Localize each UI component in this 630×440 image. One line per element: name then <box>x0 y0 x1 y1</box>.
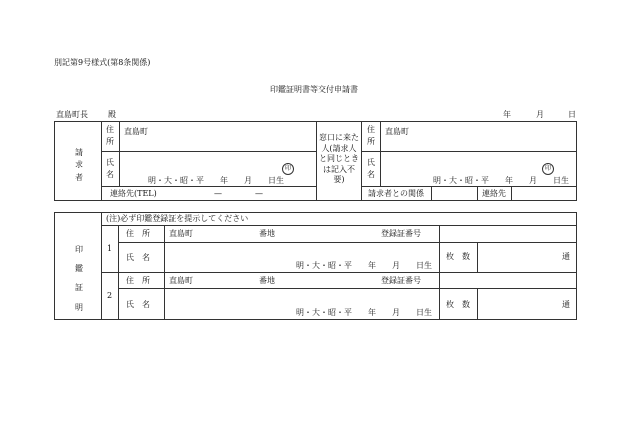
entry-banchi[interactable]: 番地 <box>259 276 275 285</box>
entry-name-field[interactable] <box>166 244 437 258</box>
date-month-label[interactable]: 月 <box>536 110 544 119</box>
visitor-address-label: 住所 <box>367 125 375 147</box>
table1-bottom-border <box>54 200 576 201</box>
requester-section-label: 請求者 <box>75 148 83 182</box>
date-day-label[interactable]: 日 <box>568 110 576 119</box>
entry-reg-no-label: 登録証番号 <box>381 229 421 238</box>
entry-banchi[interactable]: 番地 <box>259 229 275 238</box>
addressee-mayor: 直島町長 <box>56 110 88 119</box>
entry-name-label: 氏 名 <box>126 300 150 309</box>
entry-reg-no-label: 登録証番号 <box>381 276 421 285</box>
certificate-section-label: 印鑑証明 <box>75 245 83 312</box>
contact-dash-1[interactable]: — <box>214 189 222 198</box>
visitor-contact-label: 連絡先 <box>482 189 506 198</box>
entry-unit: 通 <box>562 252 570 261</box>
requester-contact-label: 連絡先(TEL) <box>110 189 157 198</box>
entry-count-label: 枚 数 <box>446 252 470 261</box>
entry-town[interactable]: 直島町 <box>169 276 193 285</box>
table2-bottom-border <box>54 319 576 320</box>
requester-address-label: 住所 <box>106 125 114 147</box>
visitor-seal-mark: 印 <box>542 163 554 175</box>
form-title: 印鑑証明書等交付申請書 <box>270 85 358 94</box>
relation-field[interactable] <box>432 187 476 200</box>
visitor-note: 窓口に来た人(請求人と同じときは記入不要) <box>319 133 359 185</box>
entry-town[interactable]: 直島町 <box>169 229 193 238</box>
entry-name-label: 氏 名 <box>126 253 150 262</box>
addressee-dono: 殿 <box>108 110 116 119</box>
requester-address-field[interactable]: 直島町 <box>124 127 148 136</box>
requester-dob-line[interactable]: 明・大・昭・平 年 月 日生 <box>148 176 284 185</box>
entry-count-label: 枚 数 <box>446 300 470 309</box>
entry-address-label: 住 所 <box>126 276 150 285</box>
entry-name-field[interactable] <box>166 290 437 304</box>
visitor-contact-field[interactable] <box>512 187 575 200</box>
requester-name-label: 氏名 <box>106 158 114 180</box>
entry-reg-no-field[interactable] <box>440 273 575 287</box>
entry-number: 2 <box>107 291 113 300</box>
relation-label: 請求者との関係 <box>368 189 424 198</box>
visitor-dob-line[interactable]: 明・大・昭・平 年 月 日生 <box>433 176 569 185</box>
entry-unit: 通 <box>562 300 570 309</box>
entry-count-field[interactable] <box>478 289 558 318</box>
date-year-label[interactable]: 年 <box>503 110 511 119</box>
entry-dob-line[interactable]: 明・大・昭・平 年 月 日生 <box>296 261 432 270</box>
visitor-name-label: 氏名 <box>367 158 375 180</box>
requester-seal-mark: 印 <box>282 163 294 175</box>
table2-top-border <box>54 212 576 213</box>
contact-dash-2[interactable]: — <box>255 189 263 198</box>
entry-reg-no-field[interactable] <box>440 226 575 241</box>
form-reference: 別記第9号様式(第8条関係) <box>54 58 151 67</box>
entry-dob-line[interactable]: 明・大・昭・平 年 月 日生 <box>296 308 432 317</box>
entry-number: 1 <box>107 244 113 253</box>
table1-top-border <box>54 121 576 122</box>
visitor-address-field[interactable]: 直島町 <box>385 127 409 136</box>
notice-text: (注)必ず印鑑登録証を提示してください <box>106 214 249 223</box>
entry-count-field[interactable] <box>478 243 558 271</box>
entry-address-label: 住 所 <box>126 229 150 238</box>
